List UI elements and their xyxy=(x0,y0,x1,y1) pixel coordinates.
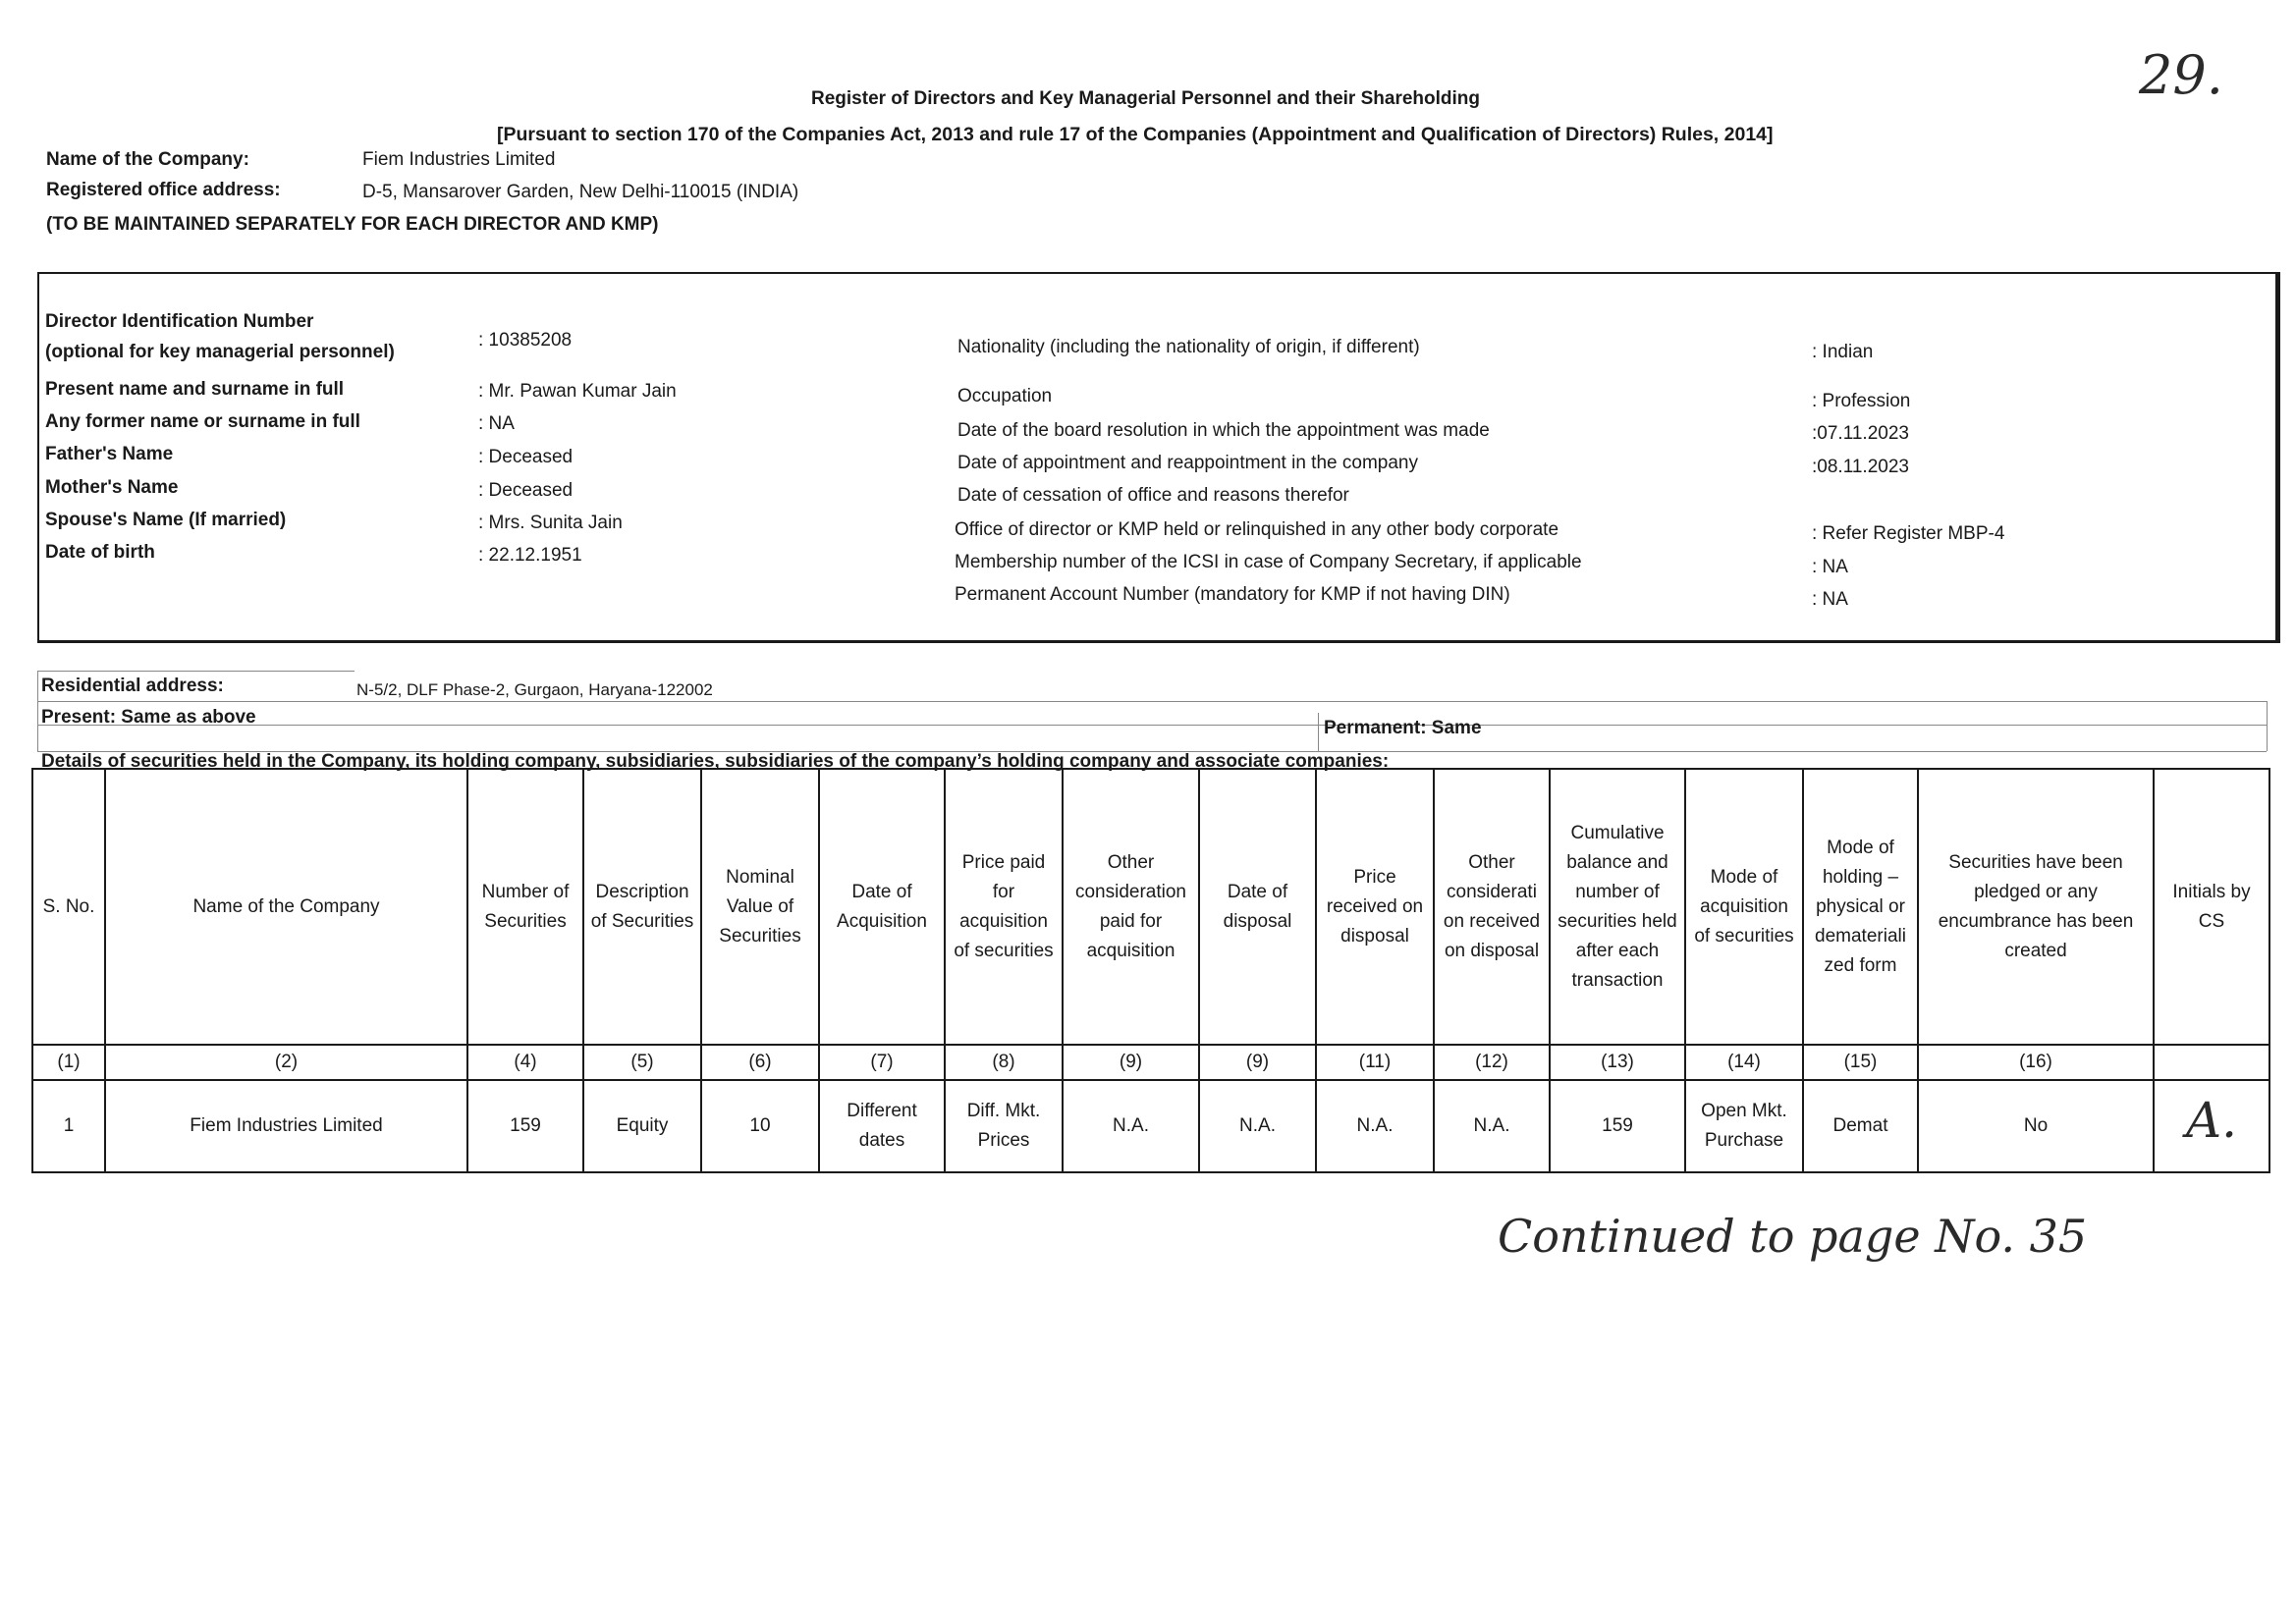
pan-label: Permanent Account Number (mandatory for KMP if not having DIN) xyxy=(955,584,1510,605)
din-value: : 10385208 xyxy=(478,330,573,351)
column-number: (6) xyxy=(701,1045,819,1080)
pan-value: : NA xyxy=(1812,589,1848,610)
icsi-membership-value: : NA xyxy=(1812,557,1848,577)
column-number: (2) xyxy=(105,1045,467,1080)
occupation-value: : Profession xyxy=(1812,391,1911,411)
residential-label: Residential address: xyxy=(41,676,224,696)
cell-pledged: No xyxy=(1918,1080,2154,1172)
column-number: (8) xyxy=(945,1045,1063,1080)
mother-name-value: : Deceased xyxy=(478,480,574,501)
header-mode-acquisition: Mode of acquisition of securities xyxy=(1685,769,1803,1045)
header-pledged: Securities have been pledged or any encumbrance has been created xyxy=(1918,769,2154,1045)
office-address-value: D-5, Mansarover Garden, New Delhi-110015 (INDIA) xyxy=(362,182,799,202)
cell-date-disposal: N.A. xyxy=(1199,1080,1316,1172)
former-name-value: : NA xyxy=(478,413,515,434)
column-number: (7) xyxy=(819,1045,945,1080)
column-number: (4) xyxy=(467,1045,583,1080)
other-office-value: : Refer Register MBP-4 xyxy=(1812,523,2005,544)
former-name-label: Any former name or surname in full xyxy=(45,411,360,432)
father-name-label: Father's Name xyxy=(45,444,174,464)
cell-sno: 1 xyxy=(32,1080,105,1172)
permanent-divider-line xyxy=(1318,713,1319,751)
header-number-securities: Number of Securities xyxy=(467,769,583,1045)
column-number xyxy=(2154,1045,2269,1080)
column-number: (5) xyxy=(583,1045,701,1080)
cell-mode-acquisition: Open Mkt. Purchase xyxy=(1685,1080,1803,1172)
father-name-value: : Deceased xyxy=(478,447,574,467)
residential-mid-line xyxy=(37,701,2267,702)
header-price-received: Price received on disposal xyxy=(1316,769,1434,1045)
table-row xyxy=(32,1080,2269,1172)
column-number: (11) xyxy=(1316,1045,1434,1080)
cell-nominal-value: 10 xyxy=(701,1080,819,1172)
cell-description: Equity xyxy=(583,1080,701,1172)
header-date-acquisition: Date of Acquisition xyxy=(819,769,945,1045)
continuation-note: Continued to page No. 35 xyxy=(1498,1210,2088,1263)
cell-price-paid: Diff. Mkt. Prices xyxy=(945,1080,1063,1172)
header-date-disposal: Date of disposal xyxy=(1199,769,1316,1045)
residential-right-line xyxy=(2267,701,2268,751)
other-office-label: Office of director or KMP held or relinquished in any other body corporate xyxy=(955,519,1559,540)
column-number: (13) xyxy=(1550,1045,1685,1080)
cessation-label: Date of cessation of office and reasons therefor xyxy=(957,485,1349,506)
residential-top-line xyxy=(37,671,355,672)
header-company-name: Name of the Company xyxy=(105,769,467,1045)
cell-mode-holding: Demat xyxy=(1803,1080,1918,1172)
residential-second-line xyxy=(37,725,2267,726)
din-label-note: (optional for key managerial personnel) xyxy=(45,342,395,362)
cell-number-securities: 159 xyxy=(467,1080,583,1172)
column-number: (15) xyxy=(1803,1045,1918,1080)
header-other-consideration-received: Other considerati on received on disposal xyxy=(1434,769,1550,1045)
column-number-row xyxy=(32,1045,2269,1080)
cell-other-consideration-received: N.A. xyxy=(1434,1080,1550,1172)
company-name-label: Name of the Company: xyxy=(46,149,249,170)
spouse-name-label: Spouse's Name (If married) xyxy=(45,510,287,530)
cell-company-name: Fiem Industries Limited xyxy=(105,1080,467,1172)
cell-initials xyxy=(2154,1080,2269,1172)
present-name-label: Present name and surname in full xyxy=(45,379,345,400)
maintenance-note: (TO BE MAINTAINED SEPARATELY FOR EACH DIRECTOR AND KMP) xyxy=(46,214,659,235)
header-initials: Initials by CS xyxy=(2154,769,2269,1045)
column-number: (1) xyxy=(32,1045,105,1080)
header-cumulative-balance: Cumulative balance and number of securities held after each transaction xyxy=(1550,769,1685,1045)
dob-label: Date of birth xyxy=(45,542,155,563)
cell-cumulative-balance: 159 xyxy=(1550,1080,1685,1172)
header-price-paid: Price paid for acquisition of securities xyxy=(945,769,1063,1045)
residential-left-line xyxy=(37,671,38,751)
column-number: (14) xyxy=(1685,1045,1803,1080)
column-number: (9) xyxy=(1199,1045,1316,1080)
page-number: 29. xyxy=(2139,44,2223,106)
header-nominal-value: Nominal Value of Securities xyxy=(701,769,819,1045)
column-number: (12) xyxy=(1434,1045,1550,1080)
present-name-value: : Mr. Pawan Kumar Jain xyxy=(478,381,677,402)
din-label: Director Identification Number xyxy=(45,311,314,332)
company-name-value: Fiem Industries Limited xyxy=(362,149,556,170)
register-subtitle: [Pursuant to section 170 of the Companies Act, 2013 and rule 17 of the Companies (Appointment and Qualification of Directors) Rules, 2014] xyxy=(497,124,1774,145)
nationality-value: : Indian xyxy=(1812,342,1874,362)
occupation-label: Occupation xyxy=(957,386,1053,406)
column-number: (16) xyxy=(1918,1045,2154,1080)
office-address-label: Registered office address: xyxy=(46,180,281,200)
cell-price-received: N.A. xyxy=(1316,1080,1434,1172)
table-header-row xyxy=(32,769,2269,1045)
appointment-date-value: :08.11.2023 xyxy=(1812,457,1909,477)
column-number: (9) xyxy=(1063,1045,1199,1080)
header-other-consideration-paid: Other consideration paid for acquisition xyxy=(1063,769,1199,1045)
board-resolution-value: :07.11.2023 xyxy=(1812,423,1909,444)
cell-date-acquisition: Different dates xyxy=(819,1080,945,1172)
cell-other-consideration-paid: N.A. xyxy=(1063,1080,1199,1172)
register-title: Register of Directors and Key Managerial Personnel and their Shareholding xyxy=(811,88,1480,109)
initials-signature: A. xyxy=(2185,1092,2237,1149)
icsi-membership-label: Membership number of the ICSI in case of Company Secretary, if applicable xyxy=(955,552,1582,572)
mother-name-label: Mother's Name xyxy=(45,477,179,498)
present-address: Present: Same as above xyxy=(41,707,256,728)
header-mode-holding: Mode of holding – physical or demateriali zed form xyxy=(1803,769,1918,1045)
nationality-label: Nationality (including the nationality of origin, if different) xyxy=(957,337,1420,357)
board-resolution-label: Date of the board resolution in which the appointment was made xyxy=(957,420,1490,441)
appointment-date-label: Date of appointment and reappointment in the company xyxy=(957,453,1418,473)
spouse-name-value: : Mrs. Sunita Jain xyxy=(478,513,623,533)
dob-value: : 22.12.1951 xyxy=(478,545,582,566)
securities-table xyxy=(31,768,2270,1173)
securities-heading: Details of securities held in the Company, its holding company, subsidiaries, subsidiaries of the company’s holding company and associate companies: xyxy=(41,751,1390,772)
header-description: Description of Securities xyxy=(583,769,701,1045)
residential-value: N-5/2, DLF Phase-2, Gurgaon, Haryana-122002 xyxy=(356,680,713,699)
header-sno: S. No. xyxy=(32,769,105,1045)
permanent-address: Permanent: Same xyxy=(1324,718,1482,738)
